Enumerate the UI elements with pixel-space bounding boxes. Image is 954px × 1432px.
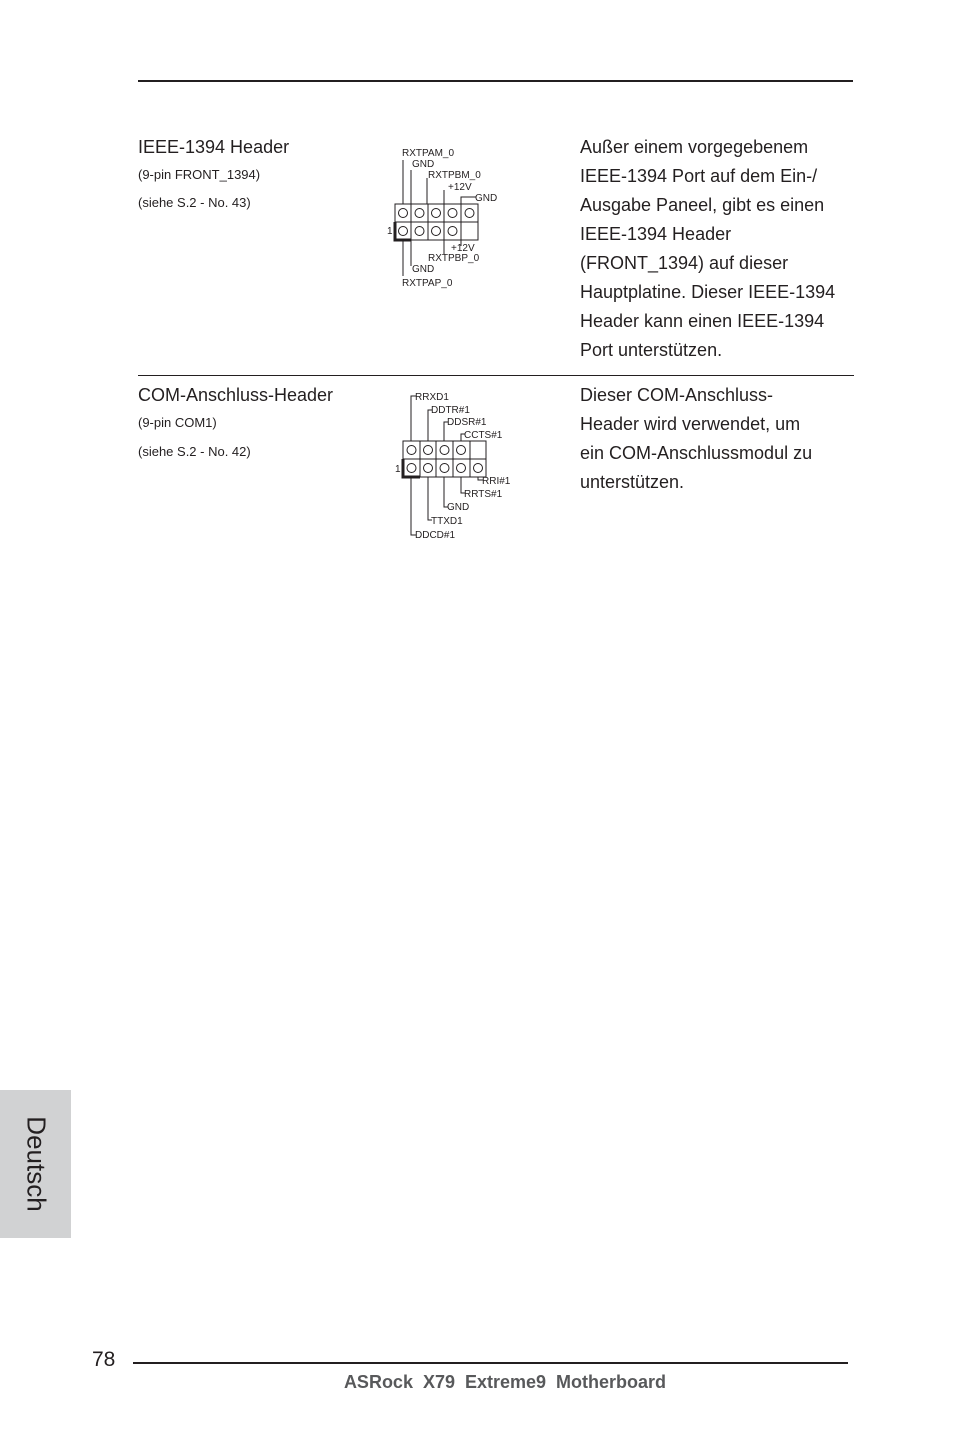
- description-line: Header kann einen IEEE-1394: [580, 311, 825, 331]
- pin-label-bottom: TTXD1: [431, 516, 463, 527]
- pin-one-label: 1: [395, 464, 401, 475]
- pin-label-bottom: RRI#1: [482, 476, 511, 487]
- pin-label-top: DDTR#1: [431, 405, 470, 416]
- pin-label-bottom: GND: [412, 264, 435, 275]
- page-number: 78: [92, 1348, 116, 1371]
- description-line: Hauptplatine. Dieser IEEE-1394: [580, 282, 836, 302]
- pin-label-bottom: RRTS#1: [464, 489, 503, 500]
- description-line: unterstützen.: [580, 472, 685, 492]
- language-tab: [0, 1090, 71, 1238]
- section-description: [580, 381, 860, 497]
- section-title: COM-Anschluss-Header: [138, 385, 334, 405]
- pin-label-bottom: RXTPAP_0: [402, 278, 453, 289]
- pin-label: (9-pin FRONT_1394): [138, 167, 261, 182]
- description-line: Dieser COM-Anschluss-: [580, 385, 774, 405]
- description-line: ein COM-Anschlussmodul zu: [580, 443, 813, 463]
- description-line: Port unterstützen.: [580, 340, 723, 360]
- pin-label-top: RXTPBM_0: [428, 170, 481, 181]
- pin-label-top: RXTPAM_0: [402, 148, 455, 159]
- language-tab-label: Deutsch: [21, 1116, 51, 1212]
- description-line: Header wird verwendet, um: [580, 414, 801, 434]
- description-line: Ausgabe Paneel, gibt es einen: [580, 195, 825, 215]
- page-reference: (siehe S.2 - No. 43): [138, 195, 251, 210]
- top-rule: [138, 80, 853, 82]
- footer-rule: [133, 1362, 848, 1364]
- page-reference: (siehe S.2 - No. 42): [138, 444, 251, 459]
- pin-label-top: GND: [475, 193, 498, 204]
- pin-label-bottom: RXTPBP_0: [428, 253, 480, 264]
- section-description: [580, 133, 860, 365]
- pin-label-top: GND: [412, 159, 435, 170]
- section-title: IEEE-1394 Header: [138, 137, 290, 157]
- description-line: IEEE-1394 Header: [580, 224, 732, 244]
- footer-title: ASRock X79 Extreme9 Motherboard: [343, 1372, 667, 1392]
- pin-label: (9-pin COM1): [138, 415, 217, 430]
- description-line: IEEE-1394 Port auf dem Ein-/: [580, 166, 818, 186]
- pin-one-label: 1: [387, 226, 393, 237]
- pin-label-bottom: DDCD#1: [415, 530, 456, 541]
- pin-label-bottom: GND: [447, 502, 470, 513]
- pin-label-bottom: +12V: [451, 243, 475, 254]
- pin-label-top: CCTS#1: [464, 430, 503, 441]
- section-divider: [138, 375, 854, 376]
- com-pin-diagram: [390, 388, 530, 543]
- pin-label-top: RRXD1: [415, 392, 449, 403]
- description-line: Außer einem vorgegebenem: [580, 137, 809, 157]
- description-line: (FRONT_1394) auf dieser: [580, 253, 789, 273]
- pin-label-top: DDSR#1: [447, 417, 487, 428]
- pin-label-top: +12V: [448, 182, 472, 193]
- ieee1394-pin-diagram: [380, 140, 520, 295]
